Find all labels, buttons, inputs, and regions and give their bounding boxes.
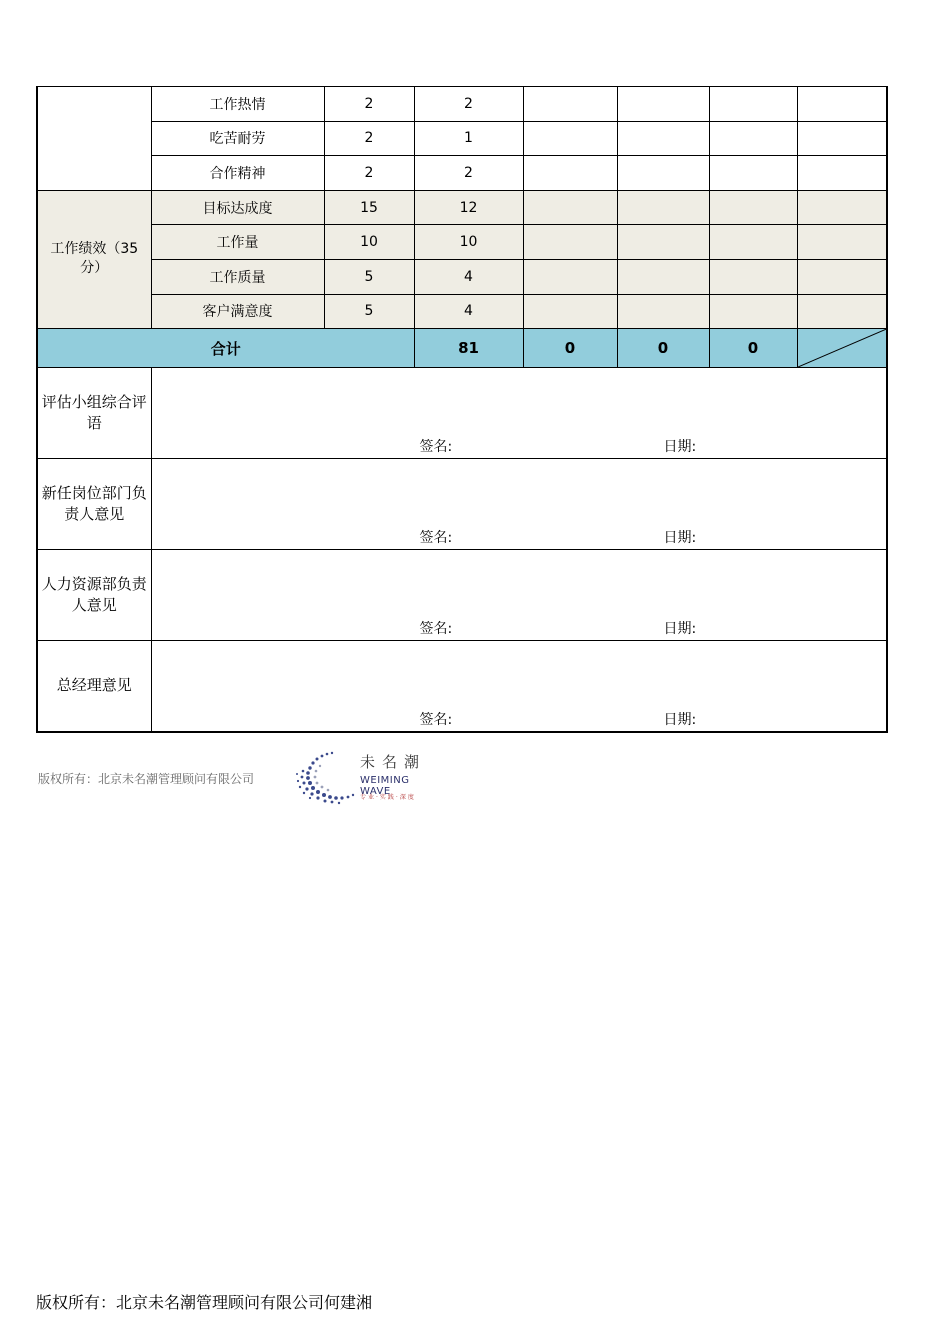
score-cell[interactable] [523, 121, 617, 156]
standard-score: 10 [324, 225, 414, 260]
self-score: 4 [414, 259, 523, 294]
score-cell[interactable] [797, 87, 887, 122]
score-cell[interactable] [709, 121, 797, 156]
item-name: 目标达成度 [151, 190, 324, 225]
standard-score: 15 [324, 190, 414, 225]
item-name: 工作热情 [151, 87, 324, 122]
signature-label: 签名: [419, 711, 453, 728]
score-cell[interactable] [797, 294, 887, 329]
score-cell[interactable] [617, 190, 709, 225]
score-cell[interactable] [709, 225, 797, 260]
logo-name-cn: 未名潮 [360, 753, 427, 771]
comment-row [37, 550, 887, 641]
total-cell: 0 [617, 329, 709, 368]
date-label: 日期: [663, 621, 697, 638]
score-cell[interactable] [523, 225, 617, 260]
standard-score: 2 [324, 156, 414, 191]
score-cell[interactable] [797, 259, 887, 294]
score-cell[interactable] [797, 156, 887, 191]
date-label: 日期: [663, 711, 697, 728]
total-score: 81 [414, 329, 523, 368]
self-score: 2 [414, 87, 523, 122]
item-name: 工作量 [151, 225, 324, 260]
comment-field[interactable] [151, 368, 887, 459]
score-cell[interactable] [709, 259, 797, 294]
diagonal-cell [797, 329, 887, 368]
comment-label: 总经理意见 [37, 641, 151, 732]
comment-label: 人力资源部负责人意见 [37, 550, 151, 641]
logo-tagline: 专业·实践·深度 [360, 794, 416, 801]
total-cell: 0 [709, 329, 797, 368]
score-cell[interactable] [523, 294, 617, 329]
score-cell[interactable] [797, 225, 887, 260]
score-cell[interactable] [523, 87, 617, 122]
comment-field[interactable] [151, 641, 887, 732]
table-row [37, 259, 887, 294]
standard-score: 2 [324, 121, 414, 156]
item-name: 工作质量 [151, 259, 324, 294]
self-score: 4 [414, 294, 523, 329]
date-label: 日期: [663, 530, 697, 547]
comment-row [37, 459, 887, 550]
table-row [37, 225, 887, 260]
table-row [37, 87, 887, 122]
standard-score: 5 [324, 294, 414, 329]
copyright-big: 版权所有：北京未名潮管理顾问有限公司何建湘 [36, 1293, 373, 1312]
item-name: 吃苦耐劳 [151, 121, 324, 156]
diagonal-line [798, 329, 887, 367]
signature-label: 签名: [419, 621, 453, 638]
comment-field[interactable] [151, 459, 887, 550]
score-cell[interactable] [709, 87, 797, 122]
comment-label: 新任岗位部门负责人意见 [37, 459, 151, 550]
signature-label: 签名: [419, 439, 453, 456]
score-cell[interactable] [523, 259, 617, 294]
total-label: 合计 [37, 329, 414, 368]
signature-label: 签名: [419, 530, 453, 547]
comment-label: 评估小组综合评语 [37, 368, 151, 459]
copyright-small: 版权所有：北京未名潮管理顾问有限公司 [38, 772, 255, 786]
self-score: 10 [414, 225, 523, 260]
comment-field[interactable] [151, 550, 887, 641]
self-score: 12 [414, 190, 523, 225]
table-row [37, 156, 887, 191]
standard-score: 5 [324, 259, 414, 294]
score-cell[interactable] [617, 156, 709, 191]
score-cell[interactable] [797, 121, 887, 156]
date-label: 日期: [663, 439, 697, 456]
item-name: 合作精神 [151, 156, 324, 191]
self-score: 1 [414, 121, 523, 156]
table-row [37, 294, 887, 329]
company-logo [292, 747, 442, 805]
score-cell[interactable] [617, 259, 709, 294]
category-cell-continued [37, 87, 151, 191]
total-cell: 0 [523, 329, 617, 368]
comment-row [37, 641, 887, 732]
score-cell[interactable] [709, 156, 797, 191]
score-cell[interactable] [523, 190, 617, 225]
wave-logo-icon [292, 747, 358, 805]
logo-name-en: WEIMING WAVE [360, 775, 410, 797]
comment-row [37, 368, 887, 459]
table-row [37, 121, 887, 156]
score-cell[interactable] [617, 87, 709, 122]
table-row [37, 190, 887, 225]
score-cell[interactable] [523, 156, 617, 191]
self-score: 2 [414, 156, 523, 191]
category-performance: 工作绩效（35分） [37, 190, 151, 328]
score-cell[interactable] [709, 294, 797, 329]
standard-score: 2 [324, 87, 414, 122]
score-cell[interactable] [617, 225, 709, 260]
score-cell[interactable] [797, 190, 887, 225]
evaluation-table [36, 86, 888, 733]
total-row [37, 329, 887, 368]
score-cell[interactable] [617, 121, 709, 156]
score-cell[interactable] [709, 190, 797, 225]
item-name: 客户满意度 [151, 294, 324, 329]
score-cell[interactable] [617, 294, 709, 329]
